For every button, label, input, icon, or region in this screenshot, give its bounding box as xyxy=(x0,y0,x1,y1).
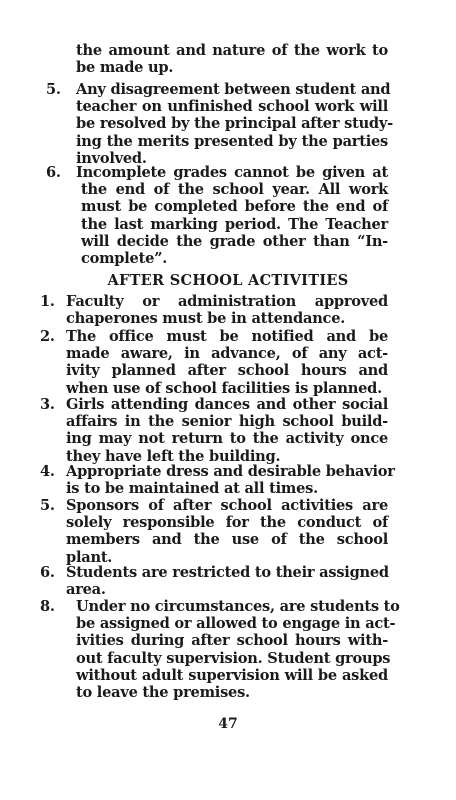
text-line: Under no circumstances, are students to xyxy=(76,598,400,615)
text-line: without adult supervision will be asked xyxy=(76,666,388,684)
text-line: ivity planned after school hours and xyxy=(66,362,388,380)
text-line: members and the use of the school xyxy=(66,531,388,549)
text-line: Faculty or administration approved xyxy=(66,293,388,310)
text-line: Any disagreement between student and xyxy=(76,81,391,98)
text-line: affairs in the senior high school build- xyxy=(66,413,388,431)
text-line: out faculty supervision. Student groups xyxy=(76,649,391,667)
item-number: 1. xyxy=(40,293,55,310)
text-line: chaperones must be in attendance. xyxy=(66,310,346,328)
text-line: to leave the premises. xyxy=(76,684,250,702)
text-line: they have left the building. xyxy=(66,447,281,465)
text-line: be made up. xyxy=(76,59,174,77)
item-number: 8. xyxy=(40,598,55,615)
text-line: ing may not return to the activity once xyxy=(66,430,388,448)
text-line: the last marking period. The Teacher xyxy=(81,215,388,233)
text-line: ing the merits presented by the parties xyxy=(76,132,388,150)
text-line: complete”. xyxy=(81,250,168,268)
text-line: will decide the grade other than “In- xyxy=(81,232,388,250)
item-number: 3. xyxy=(40,396,55,413)
text-line: the amount and nature of the work to xyxy=(76,42,388,59)
text-line: Girls attending dances and other social xyxy=(66,396,388,413)
item-number: 6. xyxy=(40,564,55,581)
text-line: teacher on unfinished school work will xyxy=(76,98,388,116)
text-line: Sponsors of after school activities are xyxy=(66,497,388,514)
text-line: Students are restricted to their assigned xyxy=(66,564,389,581)
text-line: the end of the school year. All work xyxy=(81,181,388,199)
text-line: area. xyxy=(66,581,106,599)
text-line: plant. xyxy=(66,548,113,566)
item-number: 4. xyxy=(40,463,55,480)
text-line: Appropriate dress and desirable behavior xyxy=(66,463,395,480)
text-line: when use of school facilities is planned. xyxy=(66,379,382,397)
text-line: be resolved by the principal after study- xyxy=(76,115,393,133)
text-line: The office must be notified and be xyxy=(66,328,388,345)
section-heading: AFTER SCHOOL ACTIVITIES xyxy=(107,272,349,289)
item-number: 6. xyxy=(46,164,61,181)
text-line: made aware, in advance, of any act- xyxy=(66,345,388,363)
text-line: ivities during after school hours with- xyxy=(76,632,388,650)
page-number: 47 xyxy=(218,716,238,732)
item-number: 5. xyxy=(40,497,55,514)
text-line: must be completed before the end of xyxy=(81,198,388,216)
item-number: 2. xyxy=(40,328,55,345)
text-line: is to be maintained at all times. xyxy=(66,480,318,498)
item-number: 5. xyxy=(46,81,61,98)
text-line: solely responsible for the conduct of xyxy=(66,514,388,532)
text-line: Incomplete grades cannot be given at xyxy=(76,164,388,181)
text-line: involved. xyxy=(76,149,147,167)
text-line: be assigned or allowed to engage in act- xyxy=(76,615,396,633)
